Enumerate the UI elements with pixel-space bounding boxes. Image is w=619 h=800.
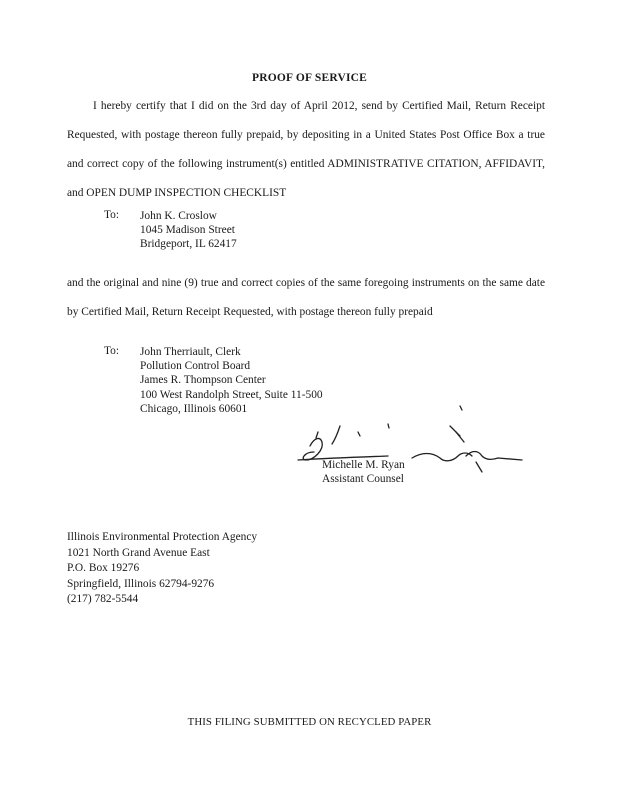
recipient2-line: 100 West Randolph Street, Suite 11-500 (140, 388, 323, 401)
copies-paragraph: and the original and nine (9) true and correct copies of the same foregoing instruments on the same date by Certified Mail, Return Receipt Requested, with postage thereon fully prepaid (67, 277, 545, 318)
recipient1-line: Bridgeport, IL 62417 (140, 238, 237, 251)
recipient2-line: Pollution Control Board (140, 360, 251, 373)
recipient1-address (140, 209, 237, 252)
agency-line: Illinois Environmental Protection Agency (67, 531, 258, 543)
agency-address (67, 530, 257, 608)
agency-line: Springfield, Illinois 62794-9276 (67, 577, 215, 590)
recipient1-line: 1045 Madison Street (140, 224, 235, 237)
recipient2-line: Chicago, Illinois 60601 (140, 402, 248, 415)
recycled-paper-footer: THIS FILING SUBMITTED ON RECYCLED PAPER (187, 716, 432, 728)
recipient1-label: To: (104, 209, 120, 221)
signer-name: Michelle M. Ryan (322, 459, 405, 471)
recipient2-line: James R. Thompson Center (140, 374, 266, 387)
certification-paragraph: I hereby certify that I did on the 3rd day of April 2012, send by Certified Mail, Return Receipt Requested, with postage thereon fully prepaid, by depositing in a United States Post Office Box a true and correct copy of the following instrument(s) entitled ADMINISTRATIVE CITATION, AFFIDAVIT, and OPEN DUMP INSPECTION CHECKLIST (67, 100, 545, 199)
recipient1-line: John K. Croslow (140, 210, 217, 222)
agency-line: 1021 North Grand Avenue East (67, 546, 210, 559)
recipient2-label: To: (104, 345, 120, 357)
agency-line: P.O. Box 19276 (67, 562, 140, 574)
recipient2-line: John Therriault, Clerk (140, 346, 241, 358)
signature-block (322, 458, 405, 486)
agency-line: (217) 782-5544 (67, 593, 139, 605)
signer-title: Assistant Counsel (322, 473, 404, 486)
document-title: PROOF OF SERVICE (251, 72, 368, 84)
